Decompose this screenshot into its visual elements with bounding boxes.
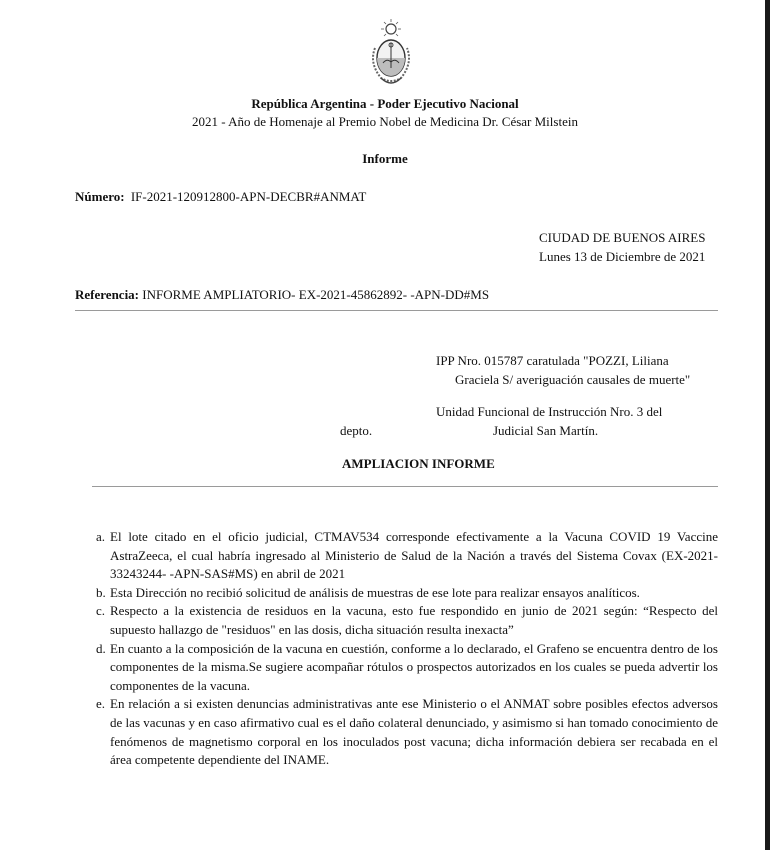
list-item (96, 528, 718, 584)
divider (92, 486, 718, 487)
numero-label: Número: (75, 189, 125, 204)
referencia-value: INFORME AMPLIATORIO- EX-2021-45862892- -APN-DD#MS (142, 287, 490, 302)
findings-list (96, 528, 718, 770)
list-item (96, 640, 718, 696)
unidad-line-2-left: depto. (340, 423, 373, 438)
ipp-line-2: Graciela S/ averiguación causales de muerte" (455, 372, 691, 387)
header-line-2: 2021 - Año de Homenaje al Premio Nobel de Medicina Dr. César Milstein (192, 114, 578, 129)
ipp-line-1: IPP Nro. 015787 caratulada "POZZI, Liliana (436, 353, 669, 368)
unidad-line-1: Unidad Funcional de Instrucción Nro. 3 del (436, 404, 663, 419)
document-type: Informe (362, 151, 408, 166)
numero-row (75, 188, 366, 206)
referencia-row (75, 286, 489, 304)
item-marker: a. (96, 529, 106, 544)
unidad-line-2-right: Judicial San Martín. (493, 423, 599, 438)
numero-value: IF-2021-120912800-APN-DECBR#ANMAT (130, 189, 367, 204)
place: CIUDAD DE BUENOS AIRES (539, 230, 706, 245)
header-line-1: República Argentina - Poder Ejecutivo Nacional (251, 96, 519, 111)
item-marker: b. (96, 584, 106, 600)
coat-of-arms-icon (367, 18, 415, 90)
item-text: Respecto a la existencia de residuos en la vacuna, esto fue respondido en junio de 2021 según: “Respecto del supuesto hallazgo de "residuos" en las dosis, dicha situación resulta inexacta” (110, 603, 718, 637)
item-text: Esta Dirección no recibió solicitud de análisis de muestras de ese lote para realizar ensayos analíticos. (110, 584, 640, 600)
referencia-label: Referencia: (75, 287, 140, 302)
item-text: El lote citado en el oficio judicial, CTMAV534 corresponde efectivamente a la Vacuna COVID 19 Vaccine AstraZeeca, el cual habría ingresado al Ministerio de Salud de la Nación a través del Sistema Covax (EX-2021-33243244- -APN-SAS#MS) en abril de 2021 (110, 529, 718, 582)
item-text: En relación a si existen denuncias administrativas ante ese Ministerio o el ANMAT sobre posibles efectos adversos de las vacunas y en caso afirmativo cual es el daño colateral denunciado, y asimismo si han tomado conocimiento de fenómenos de magnetismo corporal en los inoculados post vacuna; dicha información debiera ser recabada en el área competente dependiente del INAME. (110, 696, 718, 768)
date: Lunes 13 de Diciembre de 2021 (539, 249, 706, 264)
item-marker: c. (96, 603, 106, 619)
list-item (96, 695, 718, 769)
divider (75, 310, 718, 311)
item-marker: d. (96, 640, 106, 656)
item-marker: e. (96, 696, 106, 712)
list-item (96, 602, 718, 639)
section-title: AMPLIACION INFORME (342, 456, 495, 471)
list-item (96, 584, 718, 603)
item-text: En cuanto a la composición de la vacuna en cuestión, conforme a lo declarado, el Grafeno se encuentra dentro de los componentes de la misma.Se sugiere acompañar rótulos o prospectos autorizados en los cuales se pueda advertir los componentes de la vacuna. (110, 640, 718, 693)
